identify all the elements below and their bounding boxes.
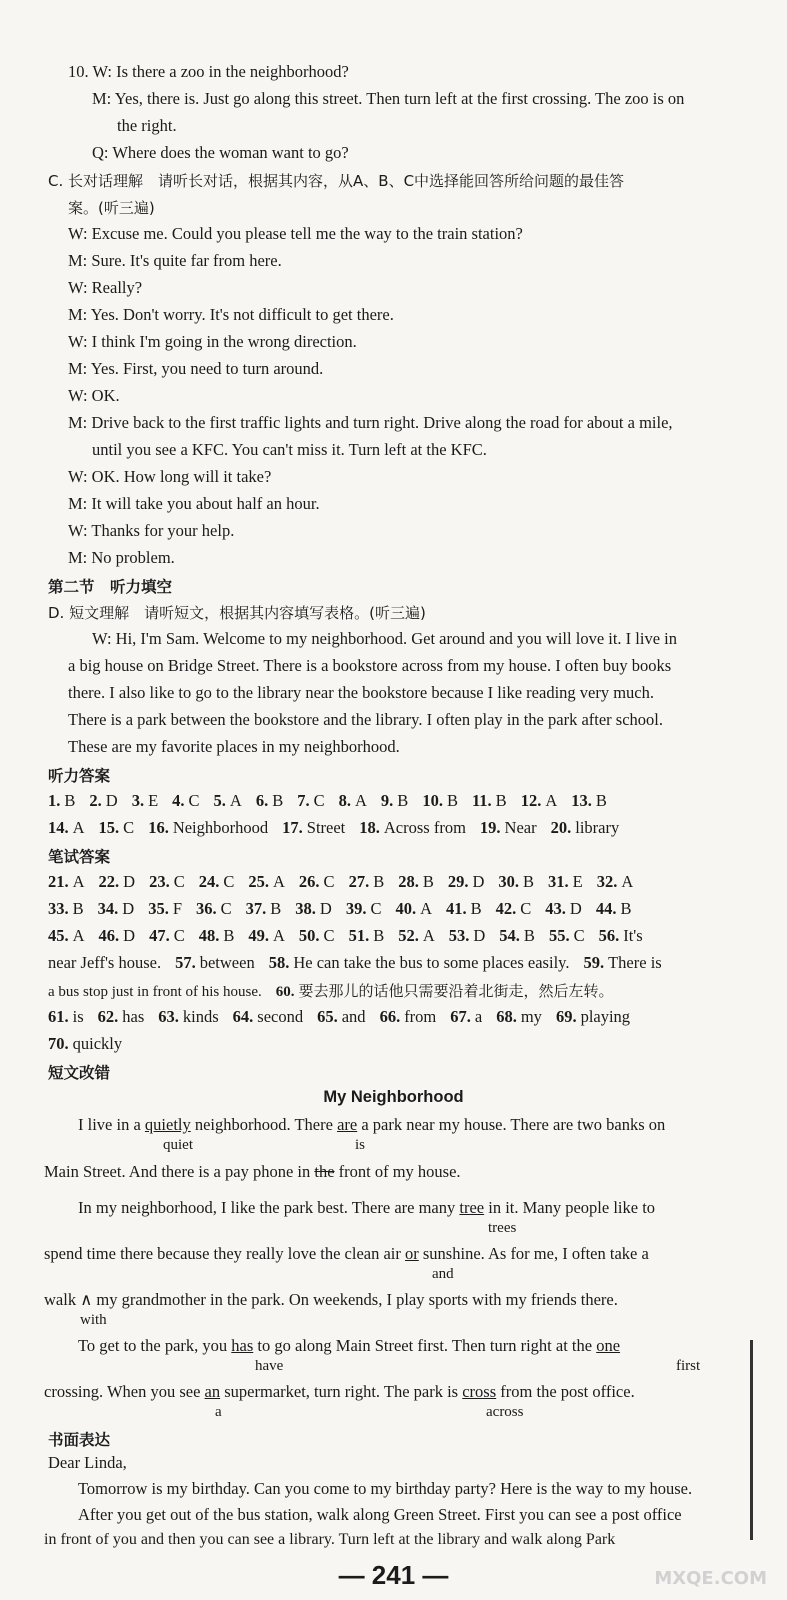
d-line-0: W: Hi, I'm Sam. Welcome to my neighborhood. Get around and you will love it. I live in [92,629,678,648]
d-line-3: There is a park between the bookstore and the library. I often play in the park after school. [68,710,663,729]
answer-value: D [319,899,332,918]
written-row-2 [48,899,645,919]
answer-value: B [446,791,458,810]
answer-value: A [621,872,634,891]
answer-number: 23. [149,872,170,891]
correction-have: have [255,1358,284,1374]
answer-value: Neighborhood [172,818,269,837]
answer-value: near Jeff's house. [48,953,162,972]
answer-value: A [355,791,367,810]
answer-value: C [220,899,232,918]
section-2-heading: 第二节 听力填空 [48,578,173,596]
answer-value: Near [504,818,537,837]
answer-value: B [620,899,632,918]
answer-value: A [273,872,285,891]
answer-number: 33. [48,899,69,918]
error-word: has [231,1336,254,1355]
answer-number: 58. [268,953,290,972]
answer-number: 52. [398,926,419,945]
answer-value: B [373,926,385,945]
section-c-heading-cont: 案。(听三遍) [68,199,155,217]
answer-value: is [72,1007,84,1026]
c-line-5: M: Yes. First, you need to turn around. [68,359,324,378]
answer-number: 65. [317,1007,338,1026]
c-line-0: W: Excuse me. Could you please tell me the way to the train station? [68,224,523,243]
answer-value: E [148,791,159,810]
answer-value: second [257,1007,304,1026]
answer-number: 50. [298,926,320,945]
answer-number: 42. [495,899,517,918]
q10-question: Q: Where does the woman want to go? [92,143,349,162]
written-row-3 [48,926,657,946]
answer-number: 32. [596,872,618,891]
page-edge-line [750,1340,753,1540]
answer-number: 4. [172,791,185,810]
d-line-1: a big house on Bridge Street. There is a bookstore across from my house. I often buy books [68,656,672,675]
essay-title: My Neighborhood [323,1088,464,1106]
answer-number: 6. [255,791,269,810]
answer-number: 67. [450,1007,471,1026]
c-line-10: M: It will take you about half an hour. [68,494,320,513]
answer-number: 40. [395,899,417,918]
section-d-heading: D. 短文理解 请听短文，根据其内容填写表格。(听三遍) [48,604,426,622]
answer-number: 18. [359,818,380,837]
answer-number: 24. [198,872,220,891]
answer-number: 37. [245,899,267,918]
answer-number: 55. [548,926,570,945]
answer-number: 14. [48,818,69,837]
answer-value: has [122,1007,145,1026]
answer-value: B [272,791,284,810]
answer-value: It's [623,926,643,945]
answer-value: C [188,791,200,810]
answer-number: 66. [379,1007,401,1026]
answer-number: 36. [196,899,217,918]
answer-value: a bus stop just in front of his house. [48,984,262,1000]
answer-number: 34. [97,899,119,918]
essay-line-1: I live in a quietly neighborhood. There are a park near my house. There are two banks on [78,1115,666,1134]
essay-line-3: In my neighborhood, I like the park best. There are many tree in it. Many people like to [78,1198,656,1217]
answer-value: my [520,1007,542,1026]
answer-number: 31. [548,872,569,891]
written-row-1 [48,872,647,892]
correction-with: with [80,1312,107,1328]
correction-quiet: quiet [163,1137,193,1153]
q10-man-line2: the right. [117,116,177,135]
answer-number: 38. [295,899,316,918]
answer-number: 25. [248,872,269,891]
answer-value: B [523,872,535,891]
correction-first: first [676,1358,701,1374]
answer-number: 3. [131,791,145,810]
answer-number: 8. [338,791,351,810]
answer-number: 9. [380,791,394,810]
answer-number: 56. [598,926,620,945]
answer-value: B [595,791,607,810]
answer-number: 48. [198,926,220,945]
answer-number: 61. [48,1007,69,1026]
essay-line-2: Main Street. And there is a pay phone in the front of my house. [44,1162,461,1181]
written-answers-title: 笔试答案 [48,848,111,866]
c-line-7: M: Drive back to the first traffic lights and turn right. Drive along the road for about a mile, [68,413,673,432]
d-line-2: there. I also like to go to the library near the bookstore because I like reading very much. [68,683,654,702]
c-line-11: W: Thanks for your help. [68,521,235,540]
c-line-3: M: Yes. Don't worry. It's not difficult to get there. [68,305,394,324]
answer-number: 2. [89,791,102,810]
answer-number: 41. [446,899,467,918]
c-line-12: M: No problem. [68,548,175,567]
answer-number: 5. [213,791,226,810]
written-row-5 [48,980,628,1001]
answer-value: A [273,926,285,945]
error-word: are [337,1115,358,1134]
answer-number: 60. [275,984,295,1000]
answer-value: Across from [383,818,466,837]
essay-line-4: spend time there because they really love the clean air or sunshine. As for me, I often take a [44,1244,649,1263]
written-row-7 [48,1034,136,1054]
correction-and: and [432,1266,454,1282]
answer-number: 54. [499,926,520,945]
listening-answers-title: 听力答案 [48,767,111,785]
written-row-6 [48,1007,644,1027]
answer-value: B [495,791,507,810]
letter-para-1: Tomorrow is my birthday. Can you come to my birthday party? Here is the way to my house. [78,1479,693,1498]
answer-value: C [313,791,325,810]
answer-value: A [420,899,433,918]
answer-number: 16. [148,818,169,837]
answer-number: 29. [447,872,469,891]
answer-number: 19. [479,818,501,837]
c-line-9: W: OK. How long will it take? [68,467,272,486]
answer-value: D [105,791,118,810]
c-line-2: W: Really? [68,278,143,297]
answer-value: F [172,899,182,918]
answer-number: 43. [545,899,566,918]
listening-row-2 [48,818,633,838]
letter-para-2b: in front of you and then you can see a library. Turn left at the library and walk along Park [44,1531,616,1548]
answer-value: C [370,899,382,918]
answer-number: 51. [348,926,370,945]
answer-value: C [323,926,335,945]
answer-number: 63. [158,1007,179,1026]
c-line-6: W: OK. [68,386,120,405]
answer-number: 27. [348,872,370,891]
answer-number: 17. [282,818,303,837]
answer-value: D [123,872,136,891]
answer-number: 30. [498,872,520,891]
letter-greeting: Dear Linda, [48,1453,127,1472]
error-word: cross [462,1382,497,1401]
answer-number: 26. [298,872,320,891]
answer-number: 22. [98,872,120,891]
c-line-1: M: Sure. It's quite far from here. [68,251,282,270]
answer-value: B [422,872,434,891]
struck-word: the [314,1162,335,1181]
answer-value: kinds [182,1007,219,1026]
answer-number: 69. [555,1007,577,1026]
listening-row-1 [48,791,621,811]
answer-number: 46. [98,926,120,945]
d-line-4: These are my favorite places in my neighborhood. [68,737,400,756]
answer-value: D [473,926,486,945]
section-c-heading: C. 长对话理解 请听长对话，根据其内容，从A、B、C中选择能回答所给问题的最佳答 [48,172,625,190]
answer-value: B [470,899,482,918]
error-word: one [596,1336,621,1355]
answer-value: from [404,1007,437,1026]
answer-value: C [173,926,185,945]
essay-line-5: walk ∧ my grandmother in the park. On weekends, I play sports with my friends there. [44,1290,618,1309]
answer-number: 57. [175,953,196,972]
answer-number: 13. [571,791,592,810]
answer-number: 20. [550,818,572,837]
answer-value: B [373,872,385,891]
essay-line-7: crossing. When you see an supermarket, turn right. The park is cross from the post office. [44,1382,635,1401]
answer-value: A [72,926,85,945]
answer-value: 要去那儿的话他只需要沿着北街走，然后左转。 [298,984,614,1000]
answer-value: He can take the bus to some places easily. [293,953,570,972]
answer-value: D [122,899,135,918]
answer-number: 15. [98,818,120,837]
answer-number: 21. [48,872,69,891]
answer-value: B [270,899,282,918]
answer-value: A [229,791,242,810]
answer-number: 39. [345,899,367,918]
correction-is: is [355,1137,366,1153]
answer-value: C [520,899,532,918]
letter-para-2a: After you get out of the bus station, walk along Green Street. First you can see a post office [78,1505,682,1524]
error-word: tree [459,1198,485,1217]
answer-number: 53. [448,926,470,945]
q10-woman: 10. W: Is there a zoo in the neighborhood? [68,62,349,81]
answer-value: D [123,926,136,945]
q10-man-line1: M: Yes, there is. Just go along this street. Then turn left at the first crossing. The zoo is on [92,89,685,108]
watermark: MXQE.COM [654,1568,767,1589]
answer-value: E [572,872,583,891]
answer-number: 59. [583,953,605,972]
answer-number: 44. [595,899,617,918]
answer-number: 47. [149,926,170,945]
answer-number: 35. [148,899,169,918]
answer-value: B [64,791,76,810]
error-word: an [204,1382,221,1401]
answer-value: quickly [72,1034,123,1053]
correction-title: 短文改错 [48,1064,111,1082]
answer-number: 28. [398,872,419,891]
correction-a: a [215,1404,222,1420]
writing-title: 书面表达 [48,1431,111,1449]
answer-value: library [575,818,620,837]
answer-number: 12. [520,791,542,810]
answer-value: D [569,899,582,918]
answer-value: C [123,818,135,837]
answer-value: There is [608,953,662,972]
error-word: quietly [144,1115,191,1134]
answer-number: 45. [48,926,69,945]
answer-number: 62. [97,1007,119,1026]
page-number: — 241 — [338,1560,449,1590]
answer-value: B [72,899,84,918]
answer-number: 70. [48,1034,69,1053]
answer-value: B [397,791,409,810]
answer-value: C [323,872,335,891]
correction-trees: trees [488,1220,517,1236]
answer-number: 1. [48,791,61,810]
answer-value: C [173,872,185,891]
answer-value: a [474,1007,483,1026]
answer-value: A [72,818,85,837]
insert-mark: ∧ [80,1290,93,1309]
error-word: or [405,1244,419,1263]
answer-value: B [523,926,535,945]
written-row-4 [48,953,676,973]
c-line-4: W: I think I'm going in the wrong direction. [68,332,357,351]
correction-across: across [486,1404,524,1420]
answer-value: A [545,791,558,810]
c-line-8: until you see a KFC. You can't miss it. Turn left at the KFC. [92,440,487,459]
answer-number: 68. [496,1007,517,1026]
answer-value: and [341,1007,366,1026]
answer-value: C [223,872,235,891]
answer-value: A [72,872,85,891]
answer-value: A [422,926,435,945]
answer-value: playing [580,1007,631,1026]
answer-number: 11. [471,791,492,810]
answer-number: 10. [422,791,443,810]
answer-number: 7. [297,791,310,810]
answer-value: Street [306,818,346,837]
answer-value: B [223,926,235,945]
answer-value: D [472,872,485,891]
answer-value: C [573,926,585,945]
answer-number: 64. [232,1007,254,1026]
essay-line-6: To get to the park, you has to go along Main Street first. Then turn right at the one [78,1336,621,1355]
answer-number: 49. [248,926,269,945]
answer-value: between [199,953,255,972]
